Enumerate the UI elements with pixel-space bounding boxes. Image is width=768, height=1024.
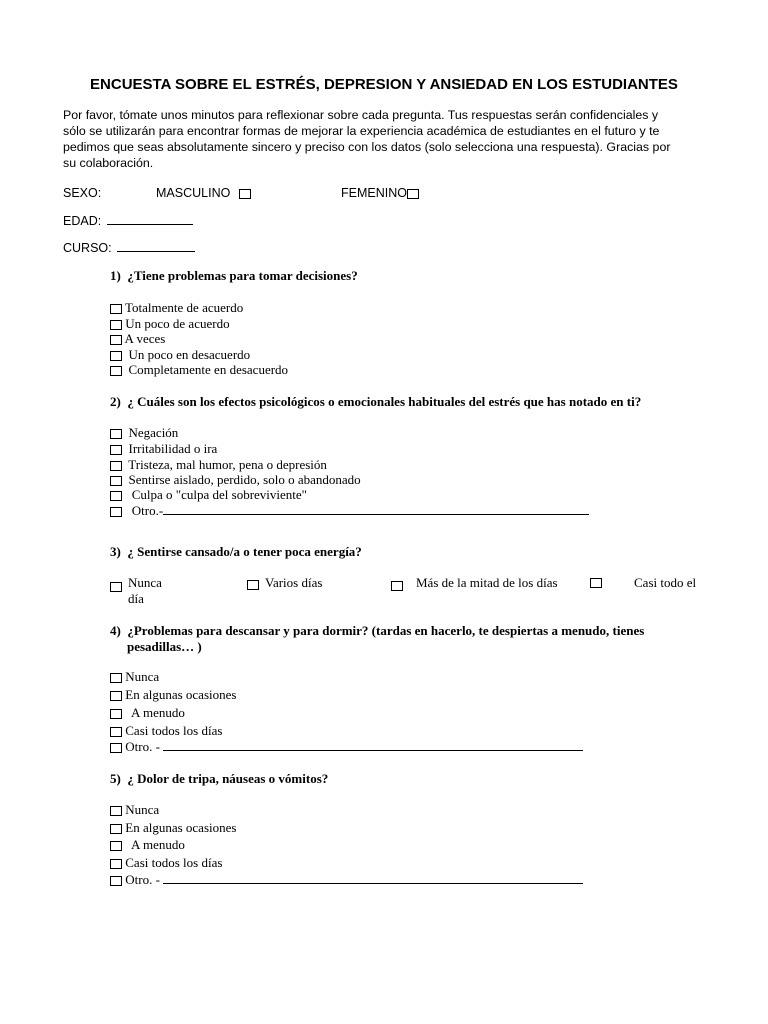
checkbox[interactable] xyxy=(110,691,122,701)
question-number: 1) xyxy=(110,268,121,283)
edad-field xyxy=(63,214,193,228)
checkbox[interactable] xyxy=(110,673,122,683)
checkbox[interactable] xyxy=(110,461,122,471)
option-label: Culpa o "culpa del sobreviviente" xyxy=(131,487,307,502)
checkbox[interactable] xyxy=(110,507,122,517)
page-title: ENCUESTA SOBRE EL ESTRÉS, DEPRESION Y ANSIEDAD EN LOS ESTUDIANTES xyxy=(90,76,678,93)
checkbox[interactable] xyxy=(110,806,122,816)
option-label: A menudo xyxy=(131,837,185,852)
other-input-line[interactable] xyxy=(163,514,589,515)
question-4-continuation: pesadillas… ) xyxy=(127,639,202,654)
option-label: Otro. - xyxy=(125,872,160,887)
edad-label: EDAD: xyxy=(63,214,102,228)
q2-option-5[interactable] xyxy=(110,487,307,503)
q5-option-3[interactable] xyxy=(110,837,185,853)
question-number: 2) xyxy=(110,394,121,409)
option-label: A veces xyxy=(124,331,166,346)
question-number: 4) xyxy=(110,623,121,638)
q1-option-5[interactable] xyxy=(110,362,288,378)
q2-option-4[interactable] xyxy=(110,472,361,488)
checkbox[interactable] xyxy=(110,366,122,376)
q3-option-1-label: Nunca xyxy=(128,575,162,590)
q1-option-2[interactable] xyxy=(110,316,230,332)
q5-option-4[interactable] xyxy=(110,855,222,871)
option-label: Completamente en desacuerdo xyxy=(128,362,289,377)
checkbox[interactable] xyxy=(110,429,122,439)
q3-option-2-label: Varios días xyxy=(265,575,323,590)
q4-option-5[interactable] xyxy=(110,739,583,755)
question-number: 3) xyxy=(110,544,121,559)
question-5 xyxy=(110,771,328,787)
q5-option-5[interactable] xyxy=(110,872,583,888)
sexo-label: SEXO: xyxy=(63,186,102,200)
q2-option-1[interactable] xyxy=(110,425,178,441)
checkbox[interactable] xyxy=(110,351,122,361)
checkbox[interactable] xyxy=(110,727,122,737)
question-3 xyxy=(110,544,362,560)
q5-option-1[interactable] xyxy=(110,802,159,818)
question-text: ¿Problemas para descansar y para dormir? (tardas en hacerlo, te despiertas a menudo, tienes xyxy=(127,623,645,638)
question-4 xyxy=(110,623,644,639)
question-text: ¿ Cuáles son los efectos psicológicos o emocionales habituales del estrés que has notado en ti? xyxy=(127,394,642,409)
intro-paragraph xyxy=(63,107,705,171)
option-label: Tristeza, mal humor, pena o depresión xyxy=(128,457,327,472)
checkbox[interactable] xyxy=(110,709,122,719)
intro-line: pedimos que seas absolutamente sincero y preciso con los datos (solo selecciona una respuesta). Gracias por xyxy=(63,140,671,154)
option-label: Nunca xyxy=(125,802,160,817)
option-label: Otro. - xyxy=(125,739,160,754)
option-label: Negación xyxy=(128,425,179,440)
q1-option-4[interactable] xyxy=(110,347,250,363)
option-label: A menudo xyxy=(131,705,185,720)
option-label: En algunas ocasiones xyxy=(125,687,237,702)
option-femenino[interactable] xyxy=(341,186,419,200)
option-label: En algunas ocasiones xyxy=(125,820,237,835)
q3-checkbox-nunca[interactable] xyxy=(110,582,122,592)
intro-line: su colaboración. xyxy=(63,156,154,170)
q3-option-4-continuation: día xyxy=(128,591,144,606)
q3-option-3-label: Más de la mitad de los días xyxy=(416,575,558,590)
option-masculino[interactable] xyxy=(156,186,251,200)
intro-line: sólo se utilizarán para encontrar formas de mejorar la experiencia académica de estudiantes en el futuro y te xyxy=(63,124,660,138)
q2-option-2[interactable] xyxy=(110,441,217,457)
checkbox[interactable] xyxy=(110,320,122,330)
checkbox[interactable] xyxy=(110,859,122,869)
option-label: Irritabilidad o ira xyxy=(128,441,218,456)
question-2 xyxy=(110,394,641,410)
checkbox[interactable] xyxy=(110,476,122,486)
q4-option-4[interactable] xyxy=(110,723,222,739)
option-label: Sentirse aislado, perdido, solo o abandonado xyxy=(128,472,361,487)
question-1 xyxy=(110,268,358,284)
checkbox[interactable] xyxy=(110,824,122,834)
option-label: Totalmente de acuerdo xyxy=(125,300,244,315)
option-label: Un poco de acuerdo xyxy=(125,316,230,331)
curso-field xyxy=(63,241,195,255)
q3-checkbox-mitad[interactable] xyxy=(391,581,403,591)
option-label: Otro.- xyxy=(131,503,164,518)
q1-option-3[interactable] xyxy=(110,331,165,347)
question-text: ¿ Sentirse cansado/a o tener poca energía? xyxy=(127,544,362,559)
q4-option-2[interactable] xyxy=(110,687,236,703)
q3-checkbox-casi-todo[interactable] xyxy=(590,578,602,588)
q2-option-6[interactable] xyxy=(110,503,589,519)
q4-option-3[interactable] xyxy=(110,705,185,721)
checkbox[interactable] xyxy=(110,335,122,345)
question-text: ¿Tiene problemas para tomar decisiones? xyxy=(127,268,358,283)
checkbox[interactable] xyxy=(110,841,122,851)
q5-option-2[interactable] xyxy=(110,820,236,836)
curso-input-line[interactable] xyxy=(117,251,195,252)
curso-label: CURSO: xyxy=(63,241,112,255)
option-label: Un poco en desacuerdo xyxy=(128,347,251,362)
q3-option-4-label: Casi todo el xyxy=(634,575,697,590)
question-number: 5) xyxy=(110,771,121,786)
checkbox[interactable] xyxy=(110,876,122,886)
checkbox[interactable] xyxy=(110,304,122,314)
intro-line: Por favor, tómate unos minutos para reflexionar sobre cada pregunta. Tus respuestas serán confidenciales y xyxy=(63,108,659,122)
option-label: Nunca xyxy=(125,669,160,684)
option-label: Casi todos los días xyxy=(125,855,223,870)
question-text: ¿ Dolor de tripa, náuseas o vómitos? xyxy=(127,771,329,786)
masculino-label: MASCULINO xyxy=(156,186,231,200)
masculino-checkbox[interactable] xyxy=(239,189,251,199)
option-label: Casi todos los días xyxy=(125,723,223,738)
checkbox[interactable] xyxy=(110,743,122,753)
q4-option-1[interactable] xyxy=(110,669,159,685)
femenino-label: FEMENINO xyxy=(341,186,407,200)
q1-option-1[interactable] xyxy=(110,300,243,316)
other-input-line[interactable] xyxy=(163,883,583,884)
checkbox[interactable] xyxy=(110,445,122,455)
checkbox[interactable] xyxy=(110,491,122,501)
q2-option-3[interactable] xyxy=(110,457,327,473)
femenino-checkbox[interactable] xyxy=(407,189,419,199)
other-input-line[interactable] xyxy=(163,750,583,751)
edad-input-line[interactable] xyxy=(107,224,193,225)
q3-checkbox-varios-dias[interactable] xyxy=(247,580,259,590)
